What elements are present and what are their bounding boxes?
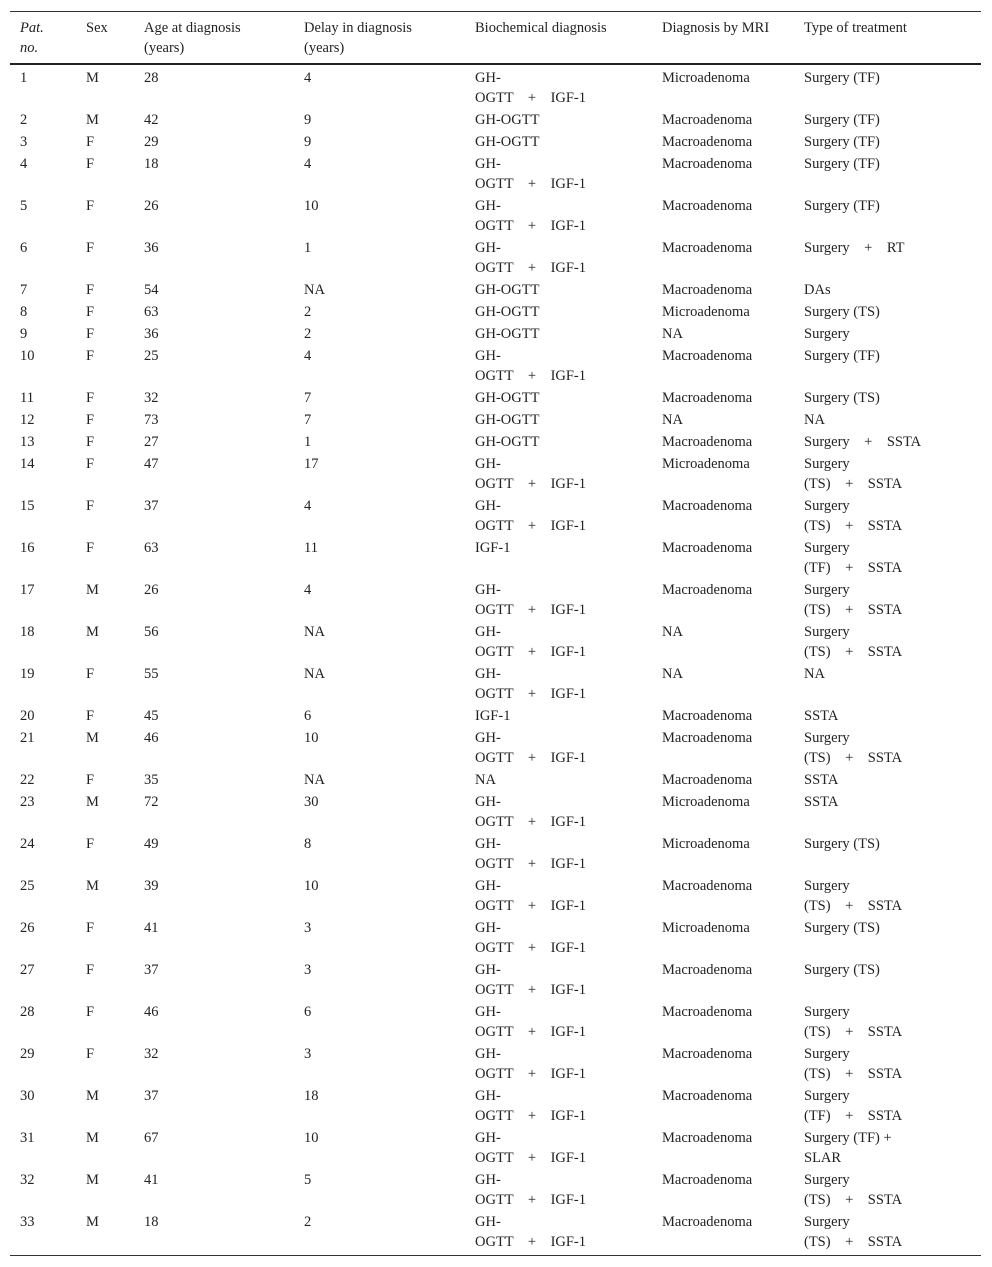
cell-sex: F <box>86 134 95 150</box>
cell-treatment: Surgery (TS) + SSTA <box>804 1004 903 1040</box>
cell-treatment: Surgery (TF) <box>804 156 880 172</box>
table-row <box>10 153 981 195</box>
cell-age: 35 <box>144 772 159 788</box>
table-row <box>10 621 981 663</box>
cell-treatment: SSTA <box>804 772 839 788</box>
table-row <box>10 959 981 1001</box>
cell-biochemical: GH- OGTT + IGF-1 <box>475 1004 587 1040</box>
cell-pat-no: 2 <box>20 112 28 128</box>
cell-delay: 11 <box>304 540 318 556</box>
cell-mri: Macroadenoma <box>662 1172 753 1188</box>
cell-sex: M <box>86 1130 99 1146</box>
cell-pat-no: 3 <box>20 134 28 150</box>
cell-delay: 7 <box>304 412 312 428</box>
table-row <box>10 537 981 579</box>
cell-biochemical: GH- OGTT + IGF-1 <box>475 666 587 702</box>
cell-age: 36 <box>144 240 159 256</box>
cell-treatment: Surgery (TS) <box>804 304 880 320</box>
cell-treatment: Surgery (TF) + SSTA <box>804 1088 903 1124</box>
table-header <box>10 12 981 65</box>
cell-age: 47 <box>144 456 159 472</box>
cell-biochemical: GH- OGTT + IGF-1 <box>475 240 587 276</box>
cell-biochemical: GH- OGTT + IGF-1 <box>475 456 587 492</box>
cell-sex: F <box>86 540 95 556</box>
table-row <box>10 1169 981 1211</box>
cell-treatment: Surgery (TS) + SSTA <box>804 1046 903 1082</box>
cell-pat-no: 21 <box>20 730 35 746</box>
cell-mri: Macroadenoma <box>662 708 753 724</box>
cell-mri: Macroadenoma <box>662 1046 753 1062</box>
cell-biochemical: GH- OGTT + IGF-1 <box>475 836 587 872</box>
cell-mri: NA <box>662 326 683 342</box>
cell-age: 46 <box>144 730 159 746</box>
cell-pat-no: 1 <box>20 70 28 86</box>
cell-age: 25 <box>144 348 159 364</box>
cell-pat-no: 8 <box>20 304 28 320</box>
cell-sex: F <box>86 282 95 298</box>
cell-sex: M <box>86 730 99 746</box>
cell-mri: NA <box>662 412 683 428</box>
cell-sex: F <box>86 836 95 852</box>
table-row <box>10 1211 981 1256</box>
cell-mri: Microadenoma <box>662 836 750 852</box>
cell-treatment: Surgery (TS) <box>804 920 880 936</box>
cell-age: 49 <box>144 836 159 852</box>
cell-sex: F <box>86 772 95 788</box>
table-row <box>10 727 981 769</box>
cell-biochemical: GH- OGTT + IGF-1 <box>475 582 587 618</box>
cell-treatment: Surgery (TS) <box>804 390 880 406</box>
cell-pat-no: 6 <box>20 240 28 256</box>
patient-table-container <box>10 11 981 1256</box>
cell-treatment: DAs <box>804 282 831 298</box>
cell-biochemical: IGF-1 <box>475 540 511 556</box>
cell-pat-no: 24 <box>20 836 35 852</box>
cell-treatment: Surgery (TF) <box>804 112 880 128</box>
cell-mri: Macroadenoma <box>662 772 753 788</box>
cell-age: 32 <box>144 1046 159 1062</box>
cell-biochemical: GH-OGTT <box>475 434 540 450</box>
cell-pat-no: 27 <box>20 962 35 978</box>
cell-age: 29 <box>144 134 159 150</box>
table-row <box>10 109 981 131</box>
cell-pat-no: 28 <box>20 1004 35 1020</box>
table-row <box>10 579 981 621</box>
cell-delay: 4 <box>304 70 312 86</box>
cell-sex: F <box>86 412 95 428</box>
cell-biochemical: GH-OGTT <box>475 134 540 150</box>
cell-sex: M <box>86 112 99 128</box>
cell-treatment: Surgery (TF) + SSTA <box>804 540 903 576</box>
cell-mri: Microadenoma <box>662 794 750 810</box>
cell-pat-no: 20 <box>20 708 35 724</box>
header-delay: Delay in diagnosis (years) <box>304 20 412 56</box>
cell-age: 41 <box>144 1172 159 1188</box>
cell-mri: Macroadenoma <box>662 156 753 172</box>
header-biochemical: Biochemical diagnosis <box>475 20 607 36</box>
cell-treatment: Surgery (TF) <box>804 198 880 214</box>
cell-age: 55 <box>144 666 159 682</box>
cell-treatment: Surgery (TS) + SSTA <box>804 1214 903 1250</box>
cell-biochemical: GH- OGTT + IGF-1 <box>475 156 587 192</box>
cell-age: 67 <box>144 1130 159 1146</box>
cell-age: 41 <box>144 920 159 936</box>
cell-mri: Microadenoma <box>662 70 750 86</box>
cell-delay: 10 <box>304 198 319 214</box>
header-pat-no: Pat. no. <box>20 20 44 56</box>
cell-sex: M <box>86 794 99 810</box>
cell-biochemical: GH- OGTT + IGF-1 <box>475 1046 587 1082</box>
cell-age: 26 <box>144 198 159 214</box>
cell-sex: F <box>86 198 95 214</box>
cell-delay: 30 <box>304 794 319 810</box>
cell-age: 26 <box>144 582 159 598</box>
cell-sex: F <box>86 1004 95 1020</box>
cell-biochemical: GH-OGTT <box>475 304 540 320</box>
cell-delay: 4 <box>304 582 312 598</box>
cell-age: 37 <box>144 962 159 978</box>
cell-delay: 6 <box>304 708 312 724</box>
cell-mri: Macroadenoma <box>662 878 753 894</box>
cell-age: 27 <box>144 434 159 450</box>
cell-biochemical: GH- OGTT + IGF-1 <box>475 498 587 534</box>
cell-age: 63 <box>144 304 159 320</box>
cell-mri: Macroadenoma <box>662 390 753 406</box>
cell-mri: Microadenoma <box>662 456 750 472</box>
cell-delay: 3 <box>304 920 312 936</box>
cell-age: 39 <box>144 878 159 894</box>
cell-pat-no: 33 <box>20 1214 35 1230</box>
cell-delay: 1 <box>304 240 312 256</box>
cell-mri: Macroadenoma <box>662 134 753 150</box>
table-row <box>10 237 981 279</box>
table-row <box>10 1001 981 1043</box>
cell-mri: Macroadenoma <box>662 240 753 256</box>
cell-pat-no: 31 <box>20 1130 35 1146</box>
cell-delay: NA <box>304 666 325 682</box>
cell-sex: F <box>86 498 95 514</box>
cell-treatment: NA <box>804 666 825 682</box>
cell-delay: 9 <box>304 134 312 150</box>
cell-biochemical: GH- OGTT + IGF-1 <box>475 624 587 660</box>
cell-pat-no: 9 <box>20 326 28 342</box>
table-row <box>10 495 981 537</box>
table-row <box>10 1043 981 1085</box>
table-row <box>10 279 981 301</box>
cell-delay: 17 <box>304 456 319 472</box>
cell-mri: NA <box>662 624 683 640</box>
cell-treatment: Surgery <box>804 326 850 342</box>
table-body <box>10 64 981 1256</box>
cell-mri: Macroadenoma <box>662 434 753 450</box>
cell-pat-no: 32 <box>20 1172 35 1188</box>
cell-biochemical: GH- OGTT + IGF-1 <box>475 348 587 384</box>
cell-treatment: Surgery (TS) + SSTA <box>804 730 903 766</box>
cell-age: 18 <box>144 1214 159 1230</box>
cell-delay: 1 <box>304 434 312 450</box>
cell-sex: F <box>86 326 95 342</box>
cell-delay: 5 <box>304 1172 312 1188</box>
cell-delay: 6 <box>304 1004 312 1020</box>
cell-treatment: Surgery (TS) + SSTA <box>804 878 903 914</box>
cell-treatment: Surgery (TS) <box>804 836 880 852</box>
cell-delay: 8 <box>304 836 312 852</box>
cell-pat-no: 29 <box>20 1046 35 1062</box>
cell-age: 37 <box>144 498 159 514</box>
cell-delay: 4 <box>304 156 312 172</box>
cell-sex: F <box>86 708 95 724</box>
cell-mri: Macroadenoma <box>662 282 753 298</box>
cell-mri: Macroadenoma <box>662 1130 753 1146</box>
cell-age: 72 <box>144 794 159 810</box>
cell-delay: 10 <box>304 1130 319 1146</box>
cell-pat-no: 4 <box>20 156 28 172</box>
table-row <box>10 1085 981 1127</box>
cell-treatment: Surgery (TF) <box>804 70 880 86</box>
cell-age: 18 <box>144 156 159 172</box>
cell-sex: F <box>86 156 95 172</box>
cell-age: 73 <box>144 412 159 428</box>
table-row <box>10 875 981 917</box>
cell-treatment: SSTA <box>804 794 839 810</box>
cell-age: 56 <box>144 624 159 640</box>
cell-sex: F <box>86 390 95 406</box>
cell-treatment: Surgery + RT <box>804 240 905 256</box>
cell-biochemical: IGF-1 <box>475 708 511 724</box>
header-row <box>10 12 981 65</box>
cell-biochemical: GH- OGTT + IGF-1 <box>475 878 587 914</box>
cell-sex: M <box>86 1172 99 1188</box>
cell-pat-no: 10 <box>20 348 35 364</box>
cell-treatment: Surgery (TF) + SLAR <box>804 1130 892 1166</box>
cell-treatment: Surgery (TS) + SSTA <box>804 456 903 492</box>
header-treatment: Type of treatment <box>804 20 907 36</box>
cell-mri: Macroadenoma <box>662 730 753 746</box>
table-row <box>10 663 981 705</box>
cell-delay: 18 <box>304 1088 319 1104</box>
cell-delay: 9 <box>304 112 312 128</box>
cell-treatment: Surgery (TS) + SSTA <box>804 624 903 660</box>
cell-age: 36 <box>144 326 159 342</box>
header-age: Age at diagnosis (years) <box>144 20 241 56</box>
cell-biochemical: GH-OGTT <box>475 412 540 428</box>
cell-mri: Macroadenoma <box>662 1214 753 1230</box>
table-row <box>10 387 981 409</box>
cell-biochemical: GH- OGTT + IGF-1 <box>475 962 587 998</box>
table-row <box>10 64 981 109</box>
table-row <box>10 453 981 495</box>
cell-pat-no: 30 <box>20 1088 35 1104</box>
cell-delay: 2 <box>304 304 312 320</box>
cell-age: 45 <box>144 708 159 724</box>
cell-pat-no: 18 <box>20 624 35 640</box>
table-row <box>10 131 981 153</box>
table-row <box>10 917 981 959</box>
cell-treatment: Surgery (TF) <box>804 348 880 364</box>
cell-pat-no: 11 <box>20 390 34 406</box>
cell-age: 32 <box>144 390 159 406</box>
cell-mri: Macroadenoma <box>662 198 753 214</box>
cell-delay: NA <box>304 282 325 298</box>
cell-pat-no: 15 <box>20 498 35 514</box>
cell-delay: 3 <box>304 962 312 978</box>
cell-biochemical: GH- OGTT + IGF-1 <box>475 1172 587 1208</box>
cell-mri: Macroadenoma <box>662 112 753 128</box>
cell-mri: Macroadenoma <box>662 1088 753 1104</box>
cell-biochemical: GH- OGTT + IGF-1 <box>475 1130 587 1166</box>
cell-age: 28 <box>144 70 159 86</box>
patient-characteristics-table <box>10 11 981 1256</box>
table-row <box>10 195 981 237</box>
cell-age: 54 <box>144 282 159 298</box>
cell-delay: NA <box>304 624 325 640</box>
cell-sex: F <box>86 304 95 320</box>
cell-pat-no: 25 <box>20 878 35 894</box>
cell-delay: 4 <box>304 348 312 364</box>
cell-delay: 10 <box>304 730 319 746</box>
cell-delay: 4 <box>304 498 312 514</box>
cell-biochemical: GH-OGTT <box>475 390 540 406</box>
cell-treatment: Surgery (TF) <box>804 134 880 150</box>
cell-biochemical: NA <box>475 772 496 788</box>
cell-age: 42 <box>144 112 159 128</box>
table-row <box>10 1127 981 1169</box>
cell-biochemical: GH- OGTT + IGF-1 <box>475 730 587 766</box>
cell-treatment: SSTA <box>804 708 839 724</box>
cell-sex: M <box>86 878 99 894</box>
table-row <box>10 769 981 791</box>
cell-biochemical: GH- OGTT + IGF-1 <box>475 70 587 106</box>
table-row <box>10 409 981 431</box>
cell-pat-no: 13 <box>20 434 35 450</box>
cell-sex: F <box>86 240 95 256</box>
cell-biochemical: GH-OGTT <box>475 112 540 128</box>
cell-age: 46 <box>144 1004 159 1020</box>
cell-sex: M <box>86 1214 99 1230</box>
cell-sex: F <box>86 348 95 364</box>
cell-sex: M <box>86 624 99 640</box>
cell-mri: Macroadenoma <box>662 540 753 556</box>
cell-treatment: Surgery (TS) <box>804 962 880 978</box>
cell-pat-no: 16 <box>20 540 35 556</box>
cell-sex: F <box>86 920 95 936</box>
cell-delay: NA <box>304 772 325 788</box>
cell-mri: Macroadenoma <box>662 348 753 364</box>
cell-biochemical: GH- OGTT + IGF-1 <box>475 198 587 234</box>
cell-delay: 7 <box>304 390 312 406</box>
header-sex: Sex <box>86 20 108 36</box>
table-row <box>10 323 981 345</box>
cell-pat-no: 23 <box>20 794 35 810</box>
cell-delay: 10 <box>304 878 319 894</box>
table-row <box>10 791 981 833</box>
cell-treatment: Surgery (TS) + SSTA <box>804 498 903 534</box>
cell-mri: Macroadenoma <box>662 962 753 978</box>
cell-sex: F <box>86 962 95 978</box>
cell-mri: Macroadenoma <box>662 582 753 598</box>
cell-biochemical: GH- OGTT + IGF-1 <box>475 1088 587 1124</box>
table-row <box>10 345 981 387</box>
table-row <box>10 705 981 727</box>
cell-mri: Microadenoma <box>662 304 750 320</box>
cell-sex: M <box>86 1088 99 1104</box>
cell-pat-no: 5 <box>20 198 28 214</box>
cell-age: 37 <box>144 1088 159 1104</box>
table-row <box>10 431 981 453</box>
cell-mri: Macroadenoma <box>662 498 753 514</box>
cell-mri: Macroadenoma <box>662 1004 753 1020</box>
cell-sex: M <box>86 582 99 598</box>
cell-age: 63 <box>144 540 159 556</box>
cell-sex: F <box>86 456 95 472</box>
cell-treatment: Surgery + SSTA <box>804 434 922 450</box>
cell-pat-no: 17 <box>20 582 35 598</box>
cell-pat-no: 22 <box>20 772 35 788</box>
cell-pat-no: 26 <box>20 920 35 936</box>
cell-delay: 2 <box>304 1214 312 1230</box>
cell-pat-no: 7 <box>20 282 28 298</box>
cell-treatment: NA <box>804 412 825 428</box>
cell-treatment: Surgery (TS) + SSTA <box>804 582 903 618</box>
cell-sex: F <box>86 1046 95 1062</box>
cell-sex: F <box>86 434 95 450</box>
cell-delay: 2 <box>304 326 312 342</box>
cell-mri: Microadenoma <box>662 920 750 936</box>
cell-biochemical: GH- OGTT + IGF-1 <box>475 1214 587 1250</box>
table-row <box>10 301 981 323</box>
cell-pat-no: 12 <box>20 412 35 428</box>
cell-sex: M <box>86 70 99 86</box>
cell-pat-no: 14 <box>20 456 35 472</box>
cell-biochemical: GH- OGTT + IGF-1 <box>475 920 587 956</box>
header-mri: Diagnosis by MRI <box>662 20 770 36</box>
cell-treatment: Surgery (TS) + SSTA <box>804 1172 903 1208</box>
cell-biochemical: GH-OGTT <box>475 282 540 298</box>
table-row <box>10 833 981 875</box>
cell-sex: F <box>86 666 95 682</box>
cell-pat-no: 19 <box>20 666 35 682</box>
cell-biochemical: GH- OGTT + IGF-1 <box>475 794 587 830</box>
cell-mri: NA <box>662 666 683 682</box>
cell-delay: 3 <box>304 1046 312 1062</box>
cell-biochemical: GH-OGTT <box>475 326 540 342</box>
